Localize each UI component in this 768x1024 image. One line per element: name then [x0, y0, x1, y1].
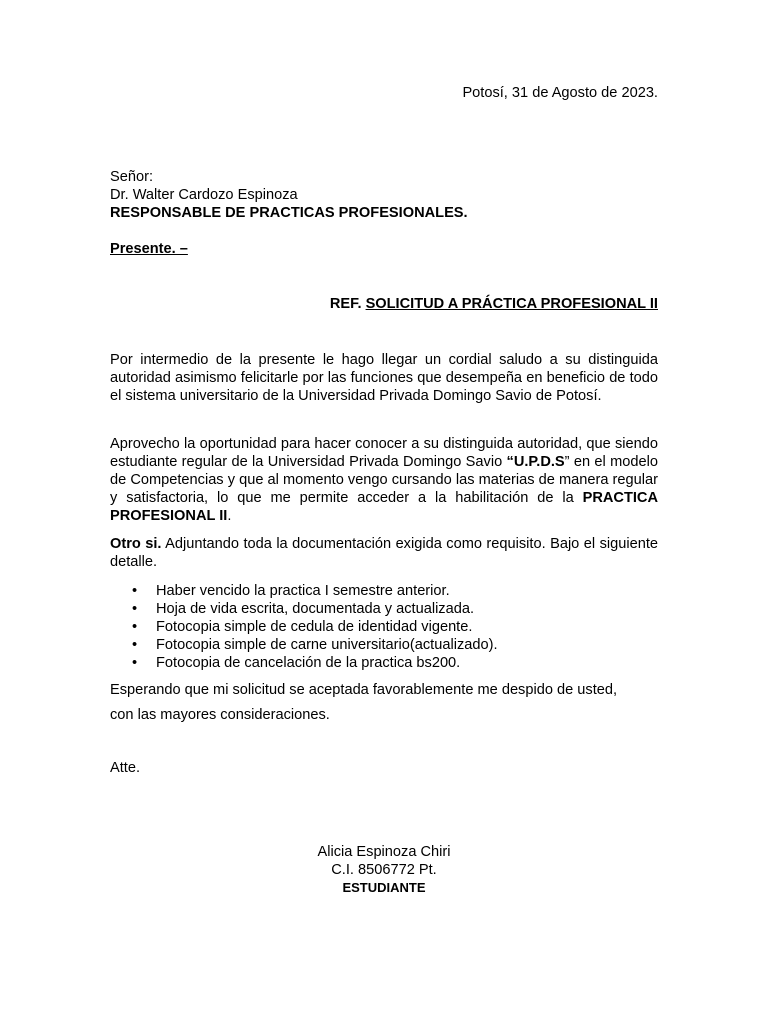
paragraph-request-text-3: .: [227, 508, 232, 524]
signer-id: C.I. 8506772 Pt.: [331, 862, 437, 878]
date-line: Potosí, 31 de Agosto de 2023.: [462, 85, 658, 101]
list-item: • Hoja de vida escrita, documentada y actualizada.: [110, 600, 658, 618]
paragraph-otro-si: [110, 535, 658, 571]
closing-line-2: con las mayores consideraciones.: [110, 707, 330, 723]
reference-line: [330, 296, 658, 312]
salutation: Señor:: [110, 169, 153, 185]
otro-si-label: Otro si.: [110, 536, 162, 552]
list-item: • Haber vencido la practica I semestre anterior.: [110, 582, 658, 600]
recipient-title: RESPONSABLE DE PRACTICAS PROFESIONALES.: [110, 205, 468, 221]
practice-name: PRACTICA PROFESIONAL II: [110, 490, 658, 524]
atte-line: Atte.: [110, 760, 141, 776]
list-item: • Fotocopia simple de cedula de identidad vigente.: [110, 618, 658, 636]
signature-block: [0, 843, 768, 897]
recipient-name: Dr. Walter Cardozo Espinoza: [110, 187, 298, 203]
presente-line: Presente. –: [110, 241, 188, 257]
closing-line-1: Esperando que mi solicitud se aceptada favorablemente me despido de usted,: [110, 682, 618, 698]
ref-prefix: REF.: [329, 296, 362, 312]
list-item: • Fotocopia simple de carne universitario(actualizado).: [110, 636, 658, 654]
ref-subject: SOLICITUD A PRÁCTICA PROFESIONAL II: [365, 296, 658, 312]
requirements-list: [110, 582, 658, 672]
paragraph-request: [110, 435, 658, 525]
paragraph-greeting: Por intermedio de la presente le hago llegar un cordial saludo a su distinguida autoridad asimismo felicitarle por las funciones que desempeña en beneficio de todo el sistema universitario de la Universidad Privada Domingo Savio de Potosí.: [110, 352, 658, 404]
otro-si-text: Adjuntando toda la documentación exigida como requisito. Bajo el siguiente detalle.: [110, 536, 658, 570]
signer-role: ESTUDIANTE: [342, 880, 426, 895]
paragraph-request-text-1: Aprovecho la oportunidad para hacer conocer a su distinguida autoridad, que siendo estudiante regular de la Universidad Privada Domingo Savio: [110, 436, 658, 470]
updsl-acronym: “U.P.D.S: [506, 454, 565, 470]
list-item: • Fotocopia de cancelación de la practica bs200.: [110, 654, 658, 672]
recipient-block: [110, 168, 468, 222]
signer-name: Alicia Espinoza Chiri: [317, 844, 451, 860]
paragraph-request-text-2: ” en el modelo de Competencias y que al momento vengo cursando las materias de manera regular y satisfactoria, lo que me permite acceder a la habilitación de la: [110, 454, 658, 506]
